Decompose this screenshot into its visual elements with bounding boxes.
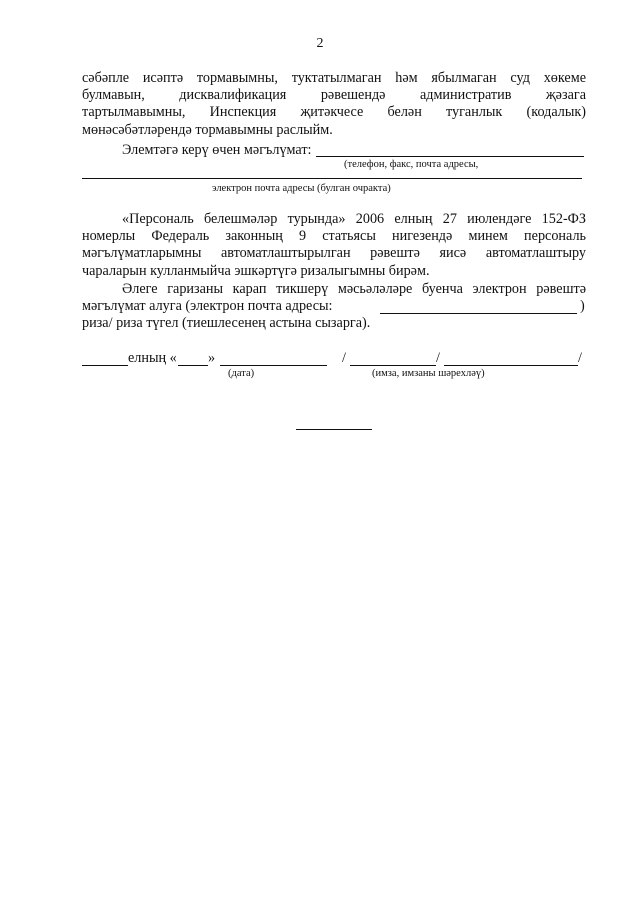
day-blank[interactable]: [178, 365, 208, 366]
contact-line[interactable]: [316, 156, 584, 157]
email-field[interactable]: [380, 313, 577, 314]
name-blank[interactable]: [444, 365, 578, 366]
slash: /: [342, 350, 346, 366]
text-line: мөнәсәбәтләрендә тормавымны раслыйм.: [82, 121, 333, 138]
text-line: риза/ риза түгел (тиешлесенең астына сызарга).: [82, 315, 371, 332]
year-word: елның «: [128, 350, 177, 366]
paragraph-confirmation: [82, 70, 586, 139]
slash: /: [578, 350, 582, 366]
text-line: мәгълүматларымны автоматлаштырылган рәвештә яисә автоматлаштыру: [82, 245, 586, 262]
text-line: булмавын, дисквалификация рәвешендә административ җәзага: [82, 87, 586, 104]
contact-label: Элемтәгә керү өчен мәгълүмат:: [122, 142, 312, 158]
text-line: сәбәпле исәптә тормавымны, туктатылмаган һәм ябылмаган суд хөкеме: [82, 70, 586, 86]
paragraph-email-consent: [82, 281, 586, 333]
month-blank[interactable]: [220, 365, 327, 366]
page-number: 2: [316, 36, 324, 51]
text-line: «Персональ белешмәләр турында» 2006 елның 27 июлендәге 152-ФЗ: [122, 211, 586, 227]
text-line: тартылмавымны, Инспекция җитәкчесе белән туганлык (кодалык): [82, 104, 586, 121]
text-line: Әлеге гаризаны карап тикшерү мәсьәләләре буенча электрон рәвештә: [122, 281, 586, 297]
text-line: чараларын кулланмыйча эшкәртүгә ризалыгымны бирәм.: [82, 262, 430, 279]
close-paren: ): [580, 298, 585, 315]
paragraph-personal-data: [82, 211, 586, 280]
contact-hint: (телефон, факс, почта адресы,: [344, 159, 479, 170]
signature-hint: (имза, имзаны шәрехләү): [372, 368, 485, 379]
quote-close: »: [208, 350, 216, 366]
signature-blank[interactable]: [350, 365, 436, 366]
date-hint: (дата): [228, 368, 255, 379]
closing-divider: [296, 429, 372, 430]
contact-line-2[interactable]: [82, 178, 582, 179]
contact-hint-email: электрон почта адресы (булган очракта): [212, 183, 391, 194]
slash: /: [436, 350, 440, 366]
text-line: номерлы Федераль законның 9 статьясы нигезендә минем персональ: [82, 228, 586, 245]
year-blank[interactable]: [82, 365, 128, 366]
text-line: мәгълүмат алуга (электрон почта адресы:: [82, 298, 333, 315]
